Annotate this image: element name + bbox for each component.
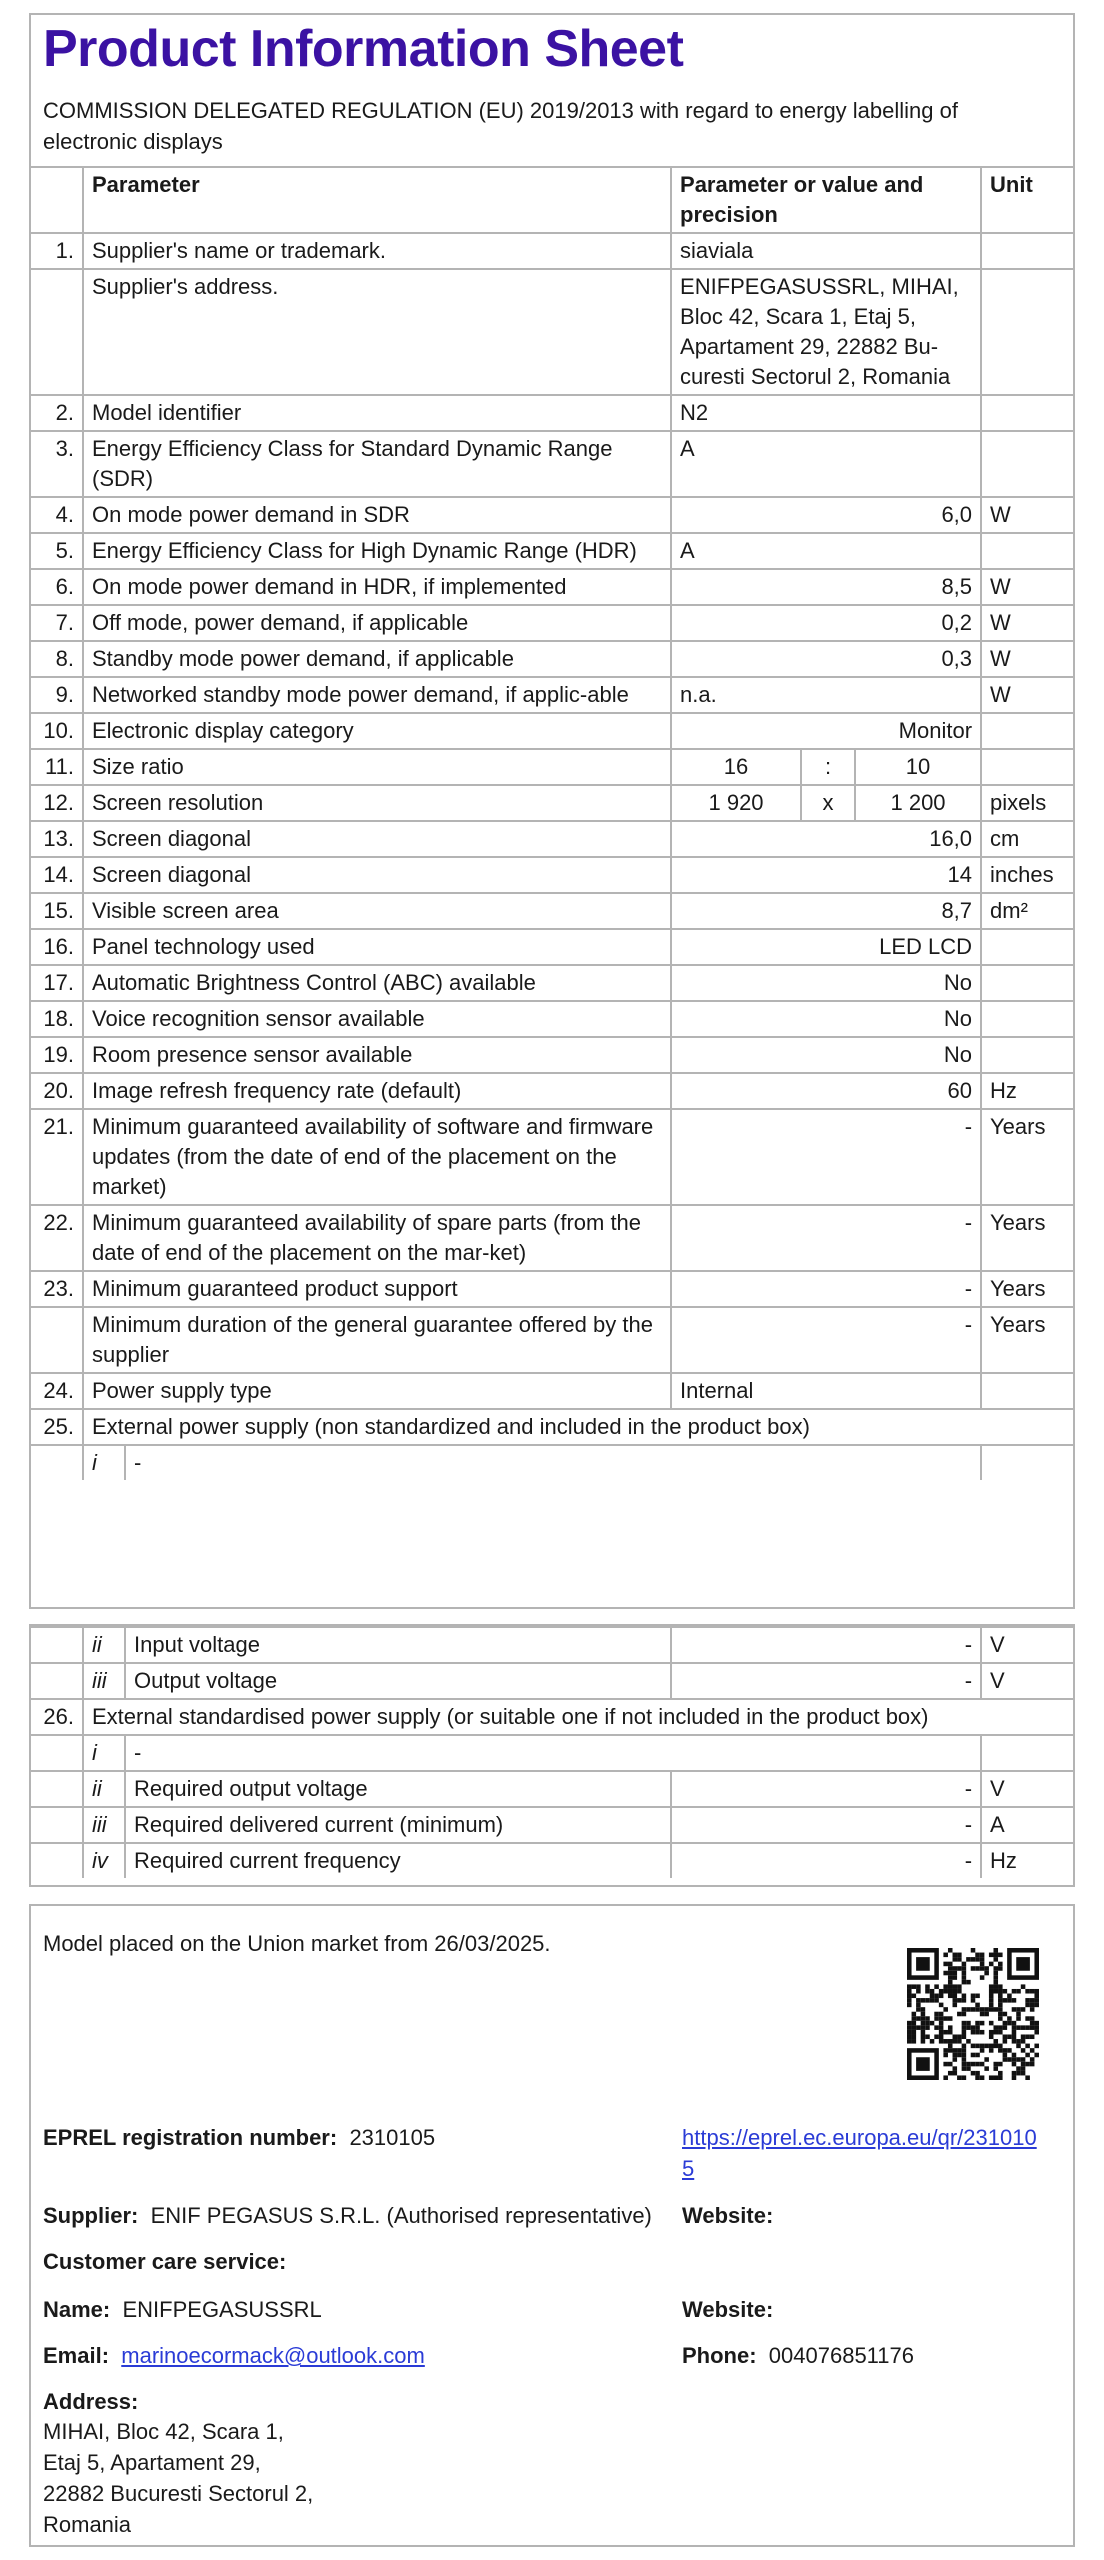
row-number: 7. [31, 605, 83, 641]
row-value: - [671, 1627, 981, 1663]
row-value: 16,0 [671, 821, 981, 857]
row-number: 5. [31, 533, 83, 569]
table-row [31, 1373, 1073, 1409]
row-parameter: - [125, 1445, 981, 1480]
table-row [31, 233, 1073, 269]
row-number: 13. [31, 821, 83, 857]
table-row [31, 821, 1073, 857]
row-number: 15. [31, 893, 83, 929]
row-unit [981, 713, 1073, 749]
table-row [31, 269, 1073, 395]
row-unit: dm² [981, 893, 1073, 929]
row-value: No [671, 1037, 981, 1073]
row-value-first: 1 920 [671, 785, 801, 821]
row-number: 12. [31, 785, 83, 821]
care-name-label: Name: [43, 2297, 111, 2322]
row-unit: Hz [981, 1073, 1073, 1109]
row-value: 8,5 [671, 569, 981, 605]
row-unit [981, 1445, 1073, 1480]
row-number: 10. [31, 713, 83, 749]
row-value: 0,2 [671, 605, 981, 641]
table-row [31, 857, 1073, 893]
row-parameter: Required output voltage [125, 1771, 671, 1807]
table-row [31, 497, 1073, 533]
row-number: 16. [31, 929, 83, 965]
row-parameter: Minimum guaranteed availability of software and firmware updates (from the date of end of the placement on the market) [83, 1109, 671, 1205]
row-parameter: Required delivered current (minimum) [125, 1807, 671, 1843]
row-parameter: Required current frequency [125, 1843, 671, 1878]
supplier-label: Supplier: [43, 2203, 139, 2228]
row-number: 20. [31, 1073, 83, 1109]
row-value-second: 1 200 [855, 785, 981, 821]
address-line: Romania [43, 2512, 132, 2537]
row-parameter: Screen diagonal [83, 857, 671, 893]
row-parameter: External standardised power supply (or suitable one if not included in the product box) [83, 1699, 1073, 1735]
table-row [31, 1445, 1073, 1480]
table-row [31, 395, 1073, 431]
row-unit: Years [981, 1307, 1073, 1373]
row-number: 21. [31, 1109, 83, 1205]
row-number: 6. [31, 569, 83, 605]
row-value: - [671, 1271, 981, 1307]
care-email-line [43, 2340, 425, 2371]
address-line: 22882 Bucuresti Sectorul 2, [43, 2481, 314, 2506]
power-supply-block [29, 1624, 1075, 1887]
row-number: 1. [31, 233, 83, 269]
row-parameter: Minimum guaranteed product support [83, 1271, 671, 1307]
care-name-value: ENIFPEGASUSSRL [122, 2297, 322, 2322]
row-number: 26. [31, 1699, 83, 1735]
row-number [31, 1807, 83, 1843]
row-number: 3. [31, 431, 83, 497]
row-parameter: Standby mode power demand, if applicable [83, 641, 671, 677]
row-parameter: On mode power demand in SDR [83, 497, 671, 533]
care-name-line [43, 2294, 322, 2325]
row-unit: V [981, 1627, 1073, 1663]
row-value: siaviala [671, 233, 981, 269]
row-value: - [671, 1843, 981, 1878]
row-number: 23. [31, 1271, 83, 1307]
row-parameter: Electronic display category [83, 713, 671, 749]
row-unit [981, 1001, 1073, 1037]
table-row [31, 1271, 1073, 1307]
row-value: 14 [671, 857, 981, 893]
table-row [31, 893, 1073, 929]
row-parameter: Energy Efficiency Class for High Dynamic Range (HDR) [83, 533, 671, 569]
qr-code[interactable] [907, 1948, 1039, 2080]
info-sheet-main-block [29, 13, 1075, 1609]
sub-index: iii [83, 1807, 125, 1843]
row-value: Monitor [671, 713, 981, 749]
row-number [31, 1307, 83, 1373]
row-unit: V [981, 1771, 1073, 1807]
header-value: Parameter or value and precision [671, 167, 981, 233]
supplier-line [43, 2200, 652, 2231]
address-block [43, 2416, 313, 2540]
table-row [31, 1307, 1073, 1373]
eprel-label: EPREL registration number: [43, 2125, 338, 2150]
row-unit: inches [981, 857, 1073, 893]
parameters-table [31, 166, 1073, 1480]
table-row [31, 677, 1073, 713]
page-title: Product Information Sheet [43, 20, 684, 78]
table-row [31, 1205, 1073, 1271]
row-parameter: Output voltage [125, 1663, 671, 1699]
row-value: - [671, 1807, 981, 1843]
row-unit: V [981, 1663, 1073, 1699]
row-number: 22. [31, 1205, 83, 1271]
table-row [31, 1699, 1073, 1735]
table-row [31, 965, 1073, 1001]
table-row [31, 641, 1073, 677]
table-row [31, 1409, 1073, 1445]
table-row [31, 785, 1073, 821]
row-unit [981, 1373, 1073, 1409]
row-number [31, 1627, 83, 1663]
eprel-registration [43, 2122, 435, 2153]
row-value: N2 [671, 395, 981, 431]
row-parameter: External power supply (non standardized and included in the product box) [83, 1409, 1073, 1445]
row-value: - [671, 1109, 981, 1205]
row-unit [981, 929, 1073, 965]
row-unit [981, 431, 1073, 497]
header-number-cell [31, 167, 83, 233]
row-unit: Years [981, 1109, 1073, 1205]
website-label: Website: [682, 2203, 774, 2228]
row-value: 6,0 [671, 497, 981, 533]
row-number [31, 1663, 83, 1699]
address-line: MIHAI, Bloc 42, Scara 1, [43, 2419, 284, 2444]
row-parameter: Model identifier [83, 395, 671, 431]
row-unit: W [981, 677, 1073, 713]
supplier-value: ENIF PEGASUS S.R.L. (Authorised representative) [150, 2203, 652, 2228]
row-parameter: Networked standby mode power demand, if applic-able [83, 677, 671, 713]
row-unit [981, 269, 1073, 395]
table-row [31, 431, 1073, 497]
row-parameter: On mode power demand in HDR, if implemented [83, 569, 671, 605]
row-unit: pixels [981, 785, 1073, 821]
row-number: 25. [31, 1409, 83, 1445]
sub-index: iv [83, 1843, 125, 1878]
row-parameter: Supplier's address. [83, 269, 671, 395]
row-unit [981, 395, 1073, 431]
care-phone-line [682, 2340, 914, 2371]
row-parameter: Panel technology used [83, 929, 671, 965]
customer-care-heading: Customer care service: [43, 2249, 287, 2274]
care-email-label: Email: [43, 2343, 110, 2368]
row-parameter: Size ratio [83, 749, 671, 785]
eprel-number: 2310105 [349, 2125, 436, 2150]
row-parameter: Automatic Brightness Control (ABC) available [83, 965, 671, 1001]
row-unit [981, 1735, 1073, 1771]
row-number: 17. [31, 965, 83, 1001]
row-number [31, 269, 83, 395]
table-row [31, 749, 1073, 785]
row-unit [981, 749, 1073, 785]
row-unit [981, 533, 1073, 569]
row-number: 24. [31, 1373, 83, 1409]
row-number [31, 1843, 83, 1878]
table-row [31, 929, 1073, 965]
row-value: ENIFPEGASUSSRL, MIHAI, Bloc 42, Scara 1, Etaj 5, Apartament 29, 22882 Bu-curesti Sectorul 2, Romania [671, 269, 981, 395]
row-unit: cm [981, 821, 1073, 857]
row-unit [981, 233, 1073, 269]
eprel-link[interactable]: https://eprel.ec.europa.eu/qr/2310105 [682, 2125, 1037, 2181]
table-row [31, 1109, 1073, 1205]
row-parameter: Input voltage [125, 1627, 671, 1663]
row-unit: Years [981, 1271, 1073, 1307]
care-phone-value: 004076851176 [768, 2343, 914, 2368]
row-unit: Hz [981, 1843, 1073, 1878]
row-value: 60 [671, 1073, 981, 1109]
row-parameter: Voice recognition sensor available [83, 1001, 671, 1037]
row-value: - [671, 1205, 981, 1271]
row-parameter: Minimum duration of the general guarantee offered by the supplier [83, 1307, 671, 1373]
row-number: 19. [31, 1037, 83, 1073]
sub-index: iii [83, 1663, 125, 1699]
header-unit: Unit [981, 167, 1073, 233]
row-parameter: Room presence sensor available [83, 1037, 671, 1073]
row-parameter: Minimum guaranteed availability of spare parts (from the date of end of the placement on the mar-ket) [83, 1205, 671, 1271]
row-value: Internal [671, 1373, 981, 1409]
row-value: No [671, 965, 981, 1001]
table-row [31, 1807, 1073, 1843]
row-parameter: Supplier's name or trademark. [83, 233, 671, 269]
row-value: n.a. [671, 677, 981, 713]
table-row [31, 605, 1073, 641]
row-value: A [671, 533, 981, 569]
row-parameter: Off mode, power demand, if applicable [83, 605, 671, 641]
care-phone-label: Phone: [682, 2343, 757, 2368]
row-number [31, 1735, 83, 1771]
row-parameter: Screen resolution [83, 785, 671, 821]
row-parameter: Energy Efficiency Class for Standard Dynamic Range (SDR) [83, 431, 671, 497]
row-value: - [671, 1663, 981, 1699]
row-number: 9. [31, 677, 83, 713]
row-unit: A [981, 1807, 1073, 1843]
row-parameter: Screen diagonal [83, 821, 671, 857]
row-parameter: Visible screen area [83, 893, 671, 929]
table-row [31, 569, 1073, 605]
regulation-subtitle: COMMISSION DELEGATED REGULATION (EU) 2019/2013 with regard to energy labelling of electronic displays [43, 98, 958, 154]
row-unit: W [981, 569, 1073, 605]
address-label: Address: [43, 2389, 139, 2414]
row-parameter: - [125, 1735, 981, 1771]
sub-index: i [83, 1445, 125, 1480]
row-number: 11. [31, 749, 83, 785]
row-number: 4. [31, 497, 83, 533]
row-unit: Years [981, 1205, 1073, 1271]
sub-index: i [83, 1735, 125, 1771]
row-number: 8. [31, 641, 83, 677]
table-row [31, 713, 1073, 749]
row-value-second: 10 [855, 749, 981, 785]
row-value: No [671, 1001, 981, 1037]
row-number: 14. [31, 857, 83, 893]
table-row [31, 533, 1073, 569]
row-value-separator: : [801, 749, 855, 785]
table-row [31, 1663, 1073, 1699]
table-row [31, 1001, 1073, 1037]
row-parameter: Image refresh frequency rate (default) [83, 1073, 671, 1109]
row-unit: W [981, 497, 1073, 533]
row-parameter: Power supply type [83, 1373, 671, 1409]
row-unit: W [981, 605, 1073, 641]
row-unit [981, 1037, 1073, 1073]
row-value: - [671, 1307, 981, 1373]
row-value: A [671, 431, 981, 497]
table-row [31, 1073, 1073, 1109]
row-unit [981, 965, 1073, 1001]
row-unit: W [981, 641, 1073, 677]
row-value: LED LCD [671, 929, 981, 965]
table-header-row [31, 167, 1073, 233]
sub-index: ii [83, 1627, 125, 1663]
row-value-first: 16 [671, 749, 801, 785]
row-value: 0,3 [671, 641, 981, 677]
row-number: 2. [31, 395, 83, 431]
row-value: 8,7 [671, 893, 981, 929]
power-supply-table [31, 1626, 1073, 1878]
row-value-separator: x [801, 785, 855, 821]
table-row [31, 1037, 1073, 1073]
address-line: Etaj 5, Apartament 29, [43, 2450, 261, 2475]
table-row [31, 1627, 1073, 1663]
table-row [31, 1735, 1073, 1771]
sub-index: ii [83, 1771, 125, 1807]
header-parameter: Parameter [83, 167, 671, 233]
row-value: - [671, 1771, 981, 1807]
row-number: 18. [31, 1001, 83, 1037]
care-website-label: Website: [682, 2297, 774, 2322]
row-number [31, 1771, 83, 1807]
table-row [31, 1771, 1073, 1807]
footer-block [29, 1904, 1075, 2547]
table-row [31, 1843, 1073, 1878]
row-number [31, 1445, 83, 1480]
market-date-text: Model placed on the Union market from 26/03/2025. [43, 1931, 551, 1956]
care-email-link[interactable]: marinoecormack@outlook.com [121, 2343, 425, 2368]
